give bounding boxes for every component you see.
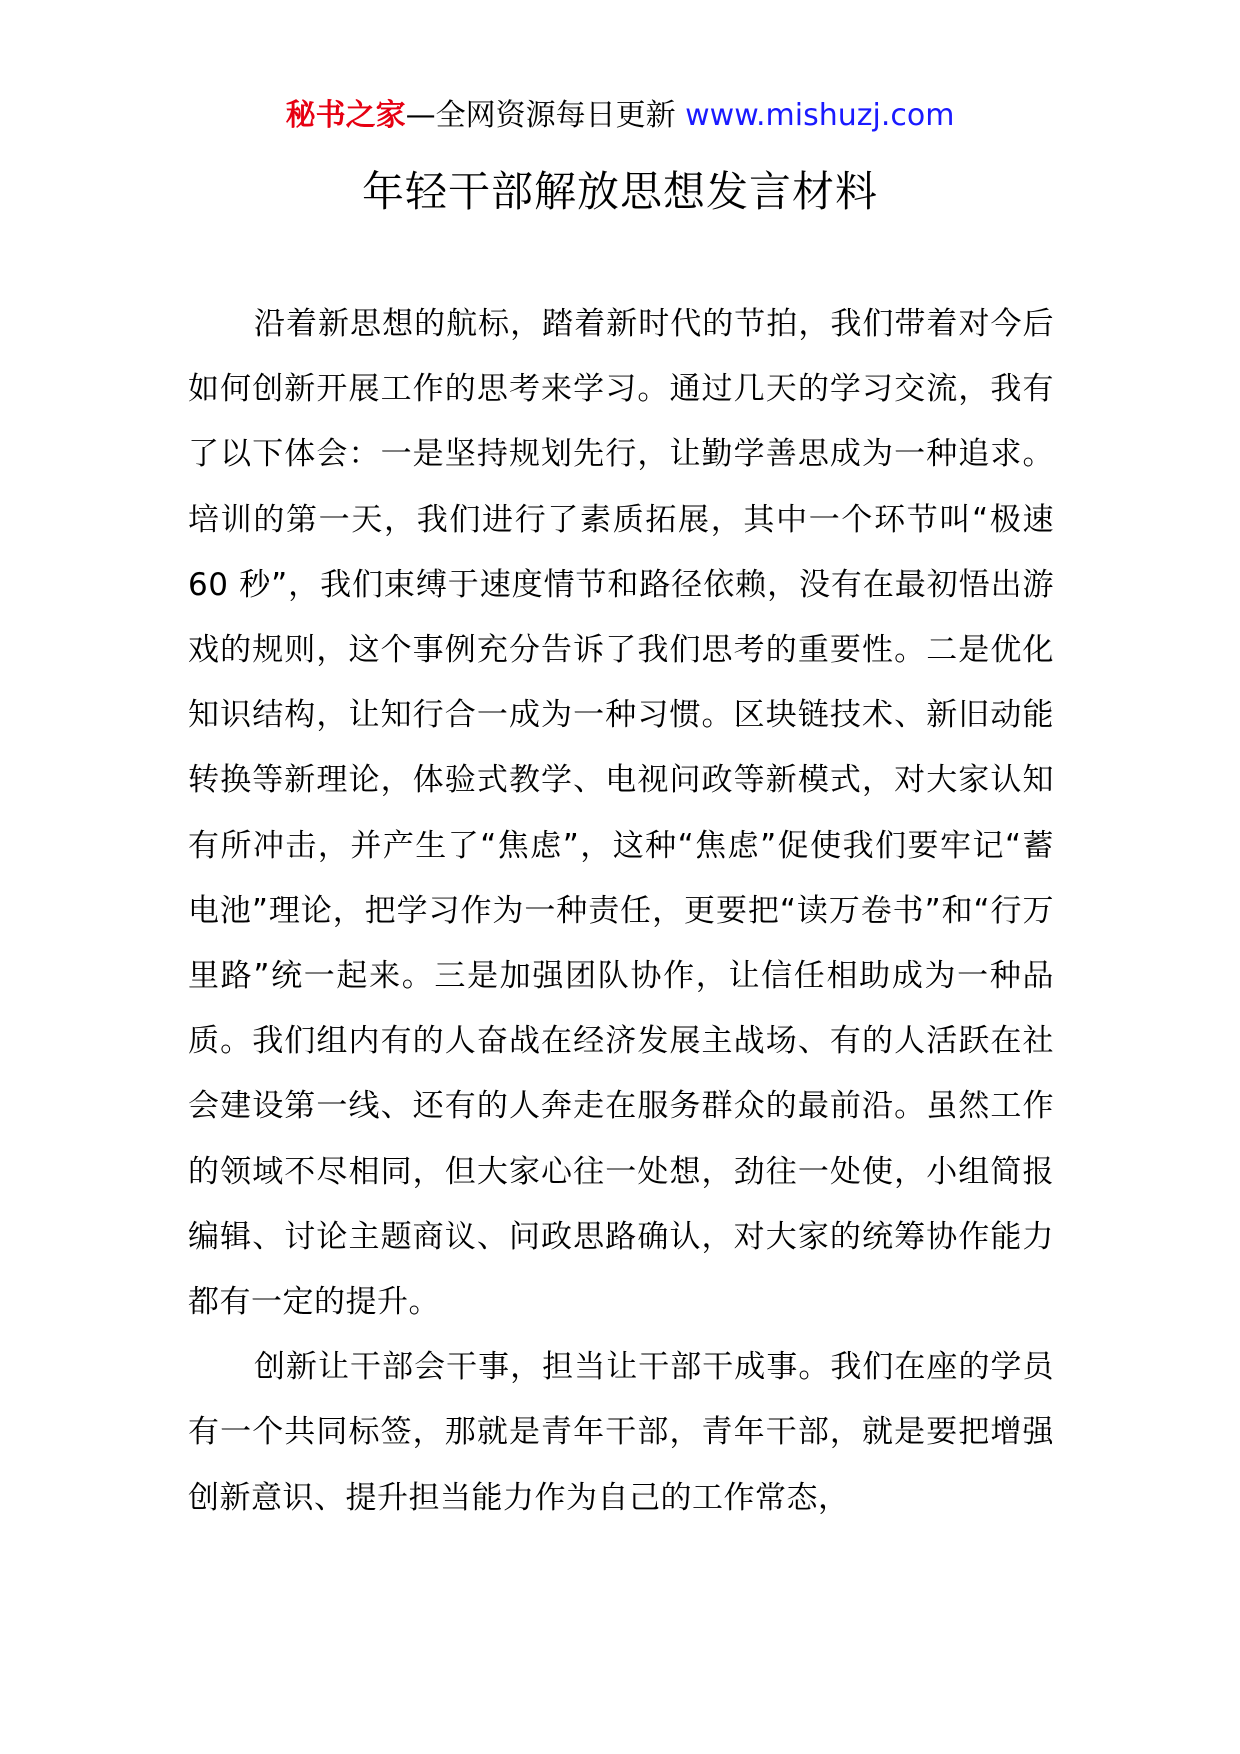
body-paragraph-1: 沿着新思想的航标，踏着新时代的节拍，我们带着对今后如何创新开展工作的思考来学习。通过几天的学习交流，我有了以下体会：一是坚持规划先行，让勤学善思成为一种追求。培训的第一天，我们进行了素质拓展，其中一个环节叫“极速 60 秒”，我们束缚于速度情节和路径依赖，没有在最初悟出游戏的规则，这个事例充分告诉了我们思考的重要性。二是优化知识结构，让知行合一成为一种习惯。区块链技术、新旧动能转换等新理论，体验式教学、电视问政等新模式，对大家认知有所冲击，并产生了“焦虑”，这种“焦虑”促使我们要牢记“蓄电池”理论，把学习作为一种责任，更要把“读万卷书”和“行万里路”统一起来。三是加强团队协作，让信任相助成为一种品质。我们组内有的人奋战在经济发展主战场、有的人活跃在社会建设第一线、还有的人奔走在服务群众的最前沿。虽然工作的领域不尽相同，但大家心往一处想，劲往一处使，小组简报编辑、讨论主题商议、问政思路确认，对大家的统筹协作能力都有一定的提升。 — [188, 306, 1054, 1321]
site-header-banner — [0, 96, 1240, 136]
document-title: 年轻干部解放思想发言材料 — [361, 167, 878, 216]
body-paragraph-2: 创新让干部会干事，担当让干部干成事。我们在座的学员有一个共同标签，那就是青年干部，青年干部，就是要把增强创新意识、提升担当能力作为自己的工作常态， — [188, 1349, 1054, 1516]
site-tagline: —全网资源每日更新 — [405, 98, 676, 133]
brand-name: 秘书之家 — [285, 98, 406, 133]
document-body — [188, 292, 1054, 1531]
site-url-link[interactable]: www.mishuzj.com — [685, 98, 955, 133]
